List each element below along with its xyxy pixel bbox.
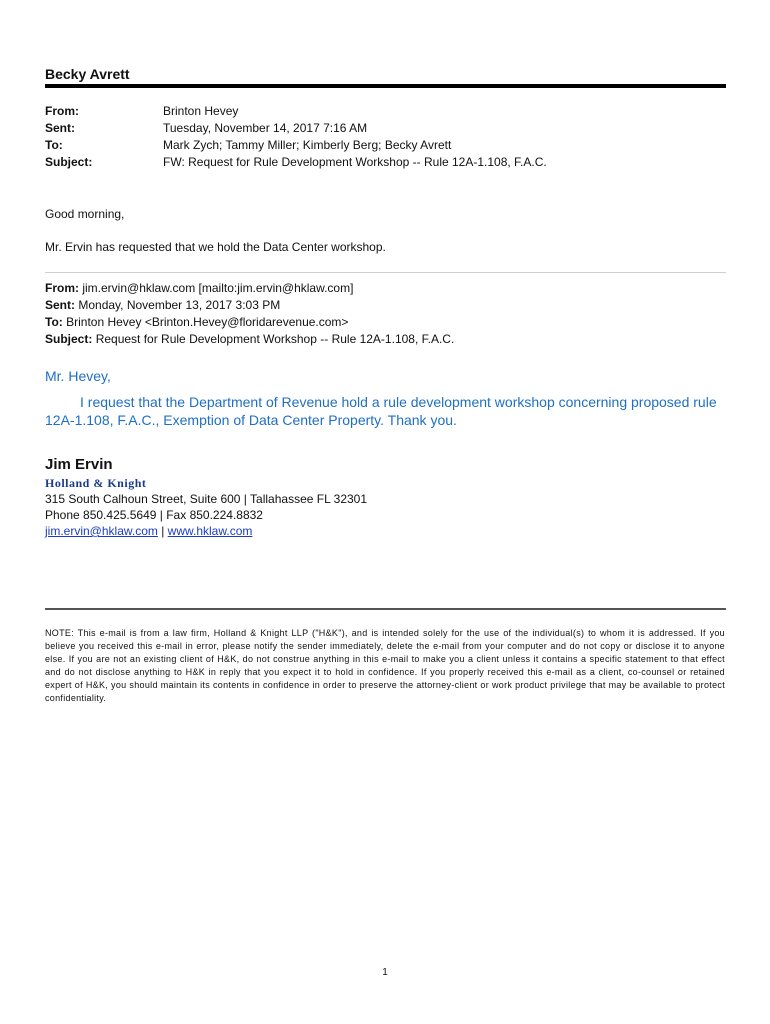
header-to-row bbox=[45, 137, 547, 154]
notice-divider bbox=[45, 608, 726, 610]
header-subject-row bbox=[45, 154, 547, 171]
header-sent-row bbox=[45, 120, 547, 137]
greeting: Good morning, bbox=[45, 207, 125, 221]
mailbox-owner-name: Becky Avrett bbox=[45, 66, 130, 82]
forwarded-subject-value: Request for Rule Development Workshop -- Rule 12A-1.108, F.A.C. bbox=[95, 332, 455, 346]
header-from-row bbox=[45, 103, 547, 120]
link-separator: | bbox=[157, 524, 168, 538]
website-link[interactable]: www.hklaw.com bbox=[167, 524, 253, 538]
body-message: Mr. Ervin has requested that we hold the Data Center workshop. bbox=[45, 240, 386, 254]
forwarded-subject-label: Subject: bbox=[45, 332, 93, 346]
firm-name: Holland & Knight bbox=[45, 476, 147, 490]
subject-label: Subject: bbox=[45, 155, 93, 169]
forwarded-header bbox=[45, 280, 454, 348]
signature-phone: Phone 850.425.5649 | Fax 850.224.8832 bbox=[45, 508, 263, 522]
signature-address: 315 South Calhoun Street, Suite 600 | Tallahassee FL 32301 bbox=[45, 492, 368, 506]
forward-divider bbox=[45, 272, 726, 273]
forwarded-to-label: To: bbox=[45, 315, 63, 329]
signature-links bbox=[45, 523, 367, 539]
sent-label: Sent: bbox=[45, 121, 75, 135]
email-signature bbox=[45, 455, 367, 539]
from-label: From: bbox=[45, 104, 79, 118]
forwarded-sent-row bbox=[45, 297, 454, 314]
letter-salutation: Mr. Hevey, bbox=[45, 368, 111, 384]
sent-value: Tuesday, November 14, 2017 7:16 AM bbox=[163, 121, 368, 135]
forwarded-to-row bbox=[45, 314, 454, 331]
forwarded-from-value: jim.ervin@hklaw.com [mailto:jim.ervin@hklaw.com] bbox=[82, 281, 354, 295]
subject-value: FW: Request for Rule Development Workshop -- Rule 12A-1.108, F.A.C. bbox=[163, 155, 547, 169]
signature-name: Jim Ervin bbox=[45, 456, 113, 473]
letter-body bbox=[45, 367, 735, 429]
forwarded-from-row bbox=[45, 280, 454, 297]
header-divider bbox=[45, 84, 726, 88]
to-label: To: bbox=[45, 138, 63, 152]
forwarded-sent-value: Monday, November 13, 2017 3:03 PM bbox=[78, 298, 281, 312]
forwarded-from-label: From: bbox=[45, 281, 79, 295]
to-value: Mark Zych; Tammy Miller; Kimberly Berg; Becky Avrett bbox=[163, 138, 452, 152]
from-value: Brinton Hevey bbox=[163, 104, 239, 118]
page-number: 1 bbox=[382, 967, 388, 978]
email-header bbox=[45, 103, 547, 171]
email-link[interactable]: jim.ervin@hklaw.com bbox=[45, 524, 158, 538]
forwarded-subject-row bbox=[45, 331, 454, 348]
letter-text: I request that the Department of Revenue hold a rule development workshop concerning proposed rule 12A-1.108, F.A.C., Exemption of Data Center Property. Thank you. bbox=[45, 394, 717, 428]
confidentiality-notice: NOTE: This e-mail is from a law firm, Holland & Knight LLP ("H&K"), and is intended solely for the use of the individual(s) to whom it is addressed. If you believe you received this e-mail in error, please notify the sender immediately, delete the e-mail from your computer and do not copy or disclose it to anyone else. If you are not an existing client of H&K, do not construe anything in this e-mail to make you a client unless it contains a specific statement to that effect and do not disclose anything to H&K in reply that you expect it to hold in confidence. If you properly received this e-mail as a client, co-counsel or retained expert of H&K, you should maintain its contents in confidence in order to preserve the attorney-client or work product privilege that may be available to protect confidentiality. bbox=[45, 628, 725, 703]
email-body bbox=[45, 206, 386, 256]
forwarded-to-value: Brinton Hevey <Brinton.Hevey@floridarevenue.com> bbox=[66, 315, 349, 329]
forwarded-sent-label: Sent: bbox=[45, 298, 75, 312]
